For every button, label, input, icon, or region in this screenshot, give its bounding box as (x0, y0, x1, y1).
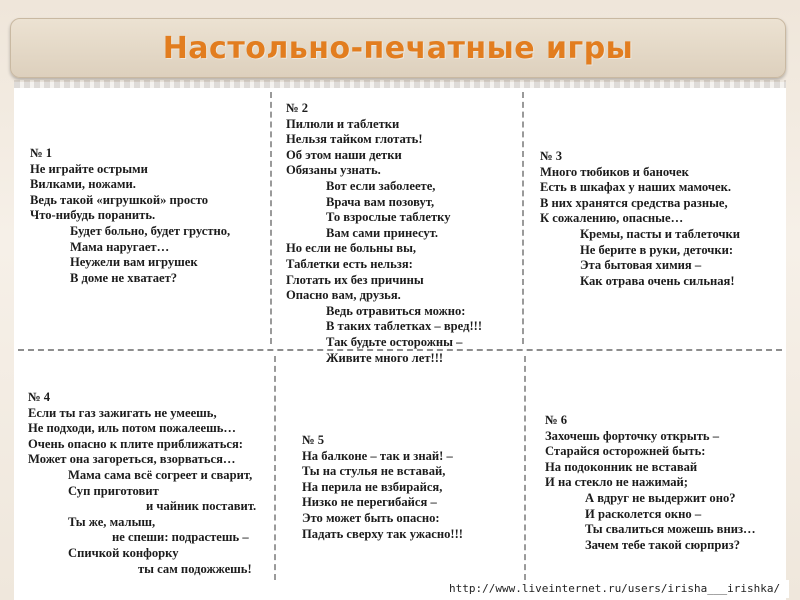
poem-line: Об этом наши детки (286, 147, 402, 162)
title-bar (10, 18, 786, 78)
poem-line: Это может быть опасно: (302, 510, 440, 525)
poem-line: Кремы, пасты и таблеточки (580, 226, 741, 241)
poem-line: Ведь такой «игрушкой» просто (30, 192, 209, 207)
poem-line: Вот если заболеете, (326, 178, 436, 193)
poem-6 (545, 413, 756, 553)
poem-line: Пилюли и таблетки (286, 116, 400, 131)
poem-line: Но если не больны вы, (286, 241, 417, 256)
poem-line: Что-нибудь поранить. (30, 208, 156, 223)
poem-4 (28, 390, 256, 577)
poem-line: Глотать их без причины (286, 272, 424, 287)
poem-line: Мама наругает… (70, 239, 170, 254)
poem-line: Так будьте осторожны – (326, 334, 463, 349)
poem-line: Как отрава очень сильная! (580, 273, 735, 288)
poem-line: А вдруг не выдержит оно? (585, 490, 736, 505)
poem-line: Спичкой конфорку (68, 545, 179, 560)
poem-line: Ведь отравиться можно: (326, 303, 466, 318)
poem-line: На балконе – так и знай! – (302, 448, 453, 463)
poem-line: Мама сама всё согреет и сварит, (68, 467, 253, 482)
poem-line: Очень опасно к плите приближаться: (28, 436, 243, 451)
poem-line: Вам сами принесут. (326, 225, 439, 240)
poem-line: ты сам подожжешь! (138, 561, 252, 576)
poem-1 (30, 146, 230, 286)
poem-3 (540, 149, 740, 289)
poem-number: № 3 (540, 149, 563, 163)
poem-line: Ты же, малыш, (68, 514, 156, 529)
poem-line: И на стекло не нажимай; (545, 475, 688, 490)
poem-line: Эта бытовая химия – (580, 258, 702, 273)
poem-line: Вилками, ножами. (30, 177, 136, 192)
poem-line: Ты свалиться можешь вниз… (585, 522, 756, 537)
poem-number: № 1 (30, 146, 53, 160)
page-edge (14, 80, 786, 88)
poem-line: В таких таблетках – вред!!! (326, 319, 483, 334)
poem-line: Может она загореться, взорваться… (28, 452, 236, 467)
poem-line: Не подходи, иль потом пожалеешь… (28, 421, 236, 436)
poem-line: На подоконник не вставай (545, 459, 698, 474)
poem-line: В доме не хватает? (70, 270, 178, 285)
poem-line: Не берите в руки, деточки: (580, 242, 734, 257)
poem-line: Зачем тебе такой сюрприз? (585, 537, 741, 552)
poem-line: Врача вам позовут, (326, 194, 435, 209)
vertical-divider (274, 356, 276, 580)
slide-title: Настольно-печатные игры (162, 30, 634, 66)
poem-line: Много тюбиков и баночек (540, 164, 689, 179)
poem-line: Будет больно, будет грустно, (70, 223, 231, 238)
poem-line: Таблетки есть нельзя: (286, 256, 413, 271)
poem-2 (286, 101, 482, 366)
poem-line: К сожалению, опасные… (540, 211, 684, 226)
poem-line: Живите много лет!!! (326, 350, 444, 365)
poem-line: В них хранятся средства разные, (540, 195, 728, 210)
poem-line: Есть в шкафах у наших мамочек. (540, 180, 731, 195)
poem-number: № 6 (545, 413, 568, 427)
poem-number: № 5 (302, 433, 325, 447)
poem-line: Падать сверху так ужасно!!! (302, 526, 464, 541)
poem-line: Захочешь форточку открыть – (545, 428, 720, 443)
poem-line: Не играйте острыми (30, 161, 148, 176)
poem-line: Низко не перегибайся – (302, 495, 437, 510)
poem-line: На перила не взбирайся, (302, 479, 443, 494)
poem-line: не спеши: подрастешь – (112, 530, 249, 545)
vertical-divider (524, 356, 526, 580)
poem-line: Если ты газ зажигать не умеешь, (28, 405, 217, 420)
poem-line: Нельзя тайком глотать! (286, 132, 423, 147)
poem-number: № 4 (28, 390, 51, 404)
vertical-divider (270, 92, 272, 344)
poem-line: Опасно вам, друзья. (286, 288, 401, 303)
poem-line: Обязаны узнать. (286, 163, 381, 178)
source-url: http://www.liveinternet.ru/users/irisha___irishka/ (447, 580, 789, 598)
poem-line: Ты на стулья не вставай, (302, 464, 446, 479)
poem-line: То взрослые таблетку (326, 210, 451, 225)
vertical-divider (522, 92, 524, 344)
poem-line: и чайник поставит. (146, 499, 257, 514)
poem-5 (302, 433, 463, 542)
poem-number: № 2 (286, 101, 309, 115)
poem-line: Неужели вам игрушек (70, 255, 198, 270)
poem-line: И расколется окно – (585, 506, 702, 521)
poem-line: Суп приготовит (68, 483, 159, 498)
poem-line: Старайся осторожней быть: (545, 444, 706, 459)
